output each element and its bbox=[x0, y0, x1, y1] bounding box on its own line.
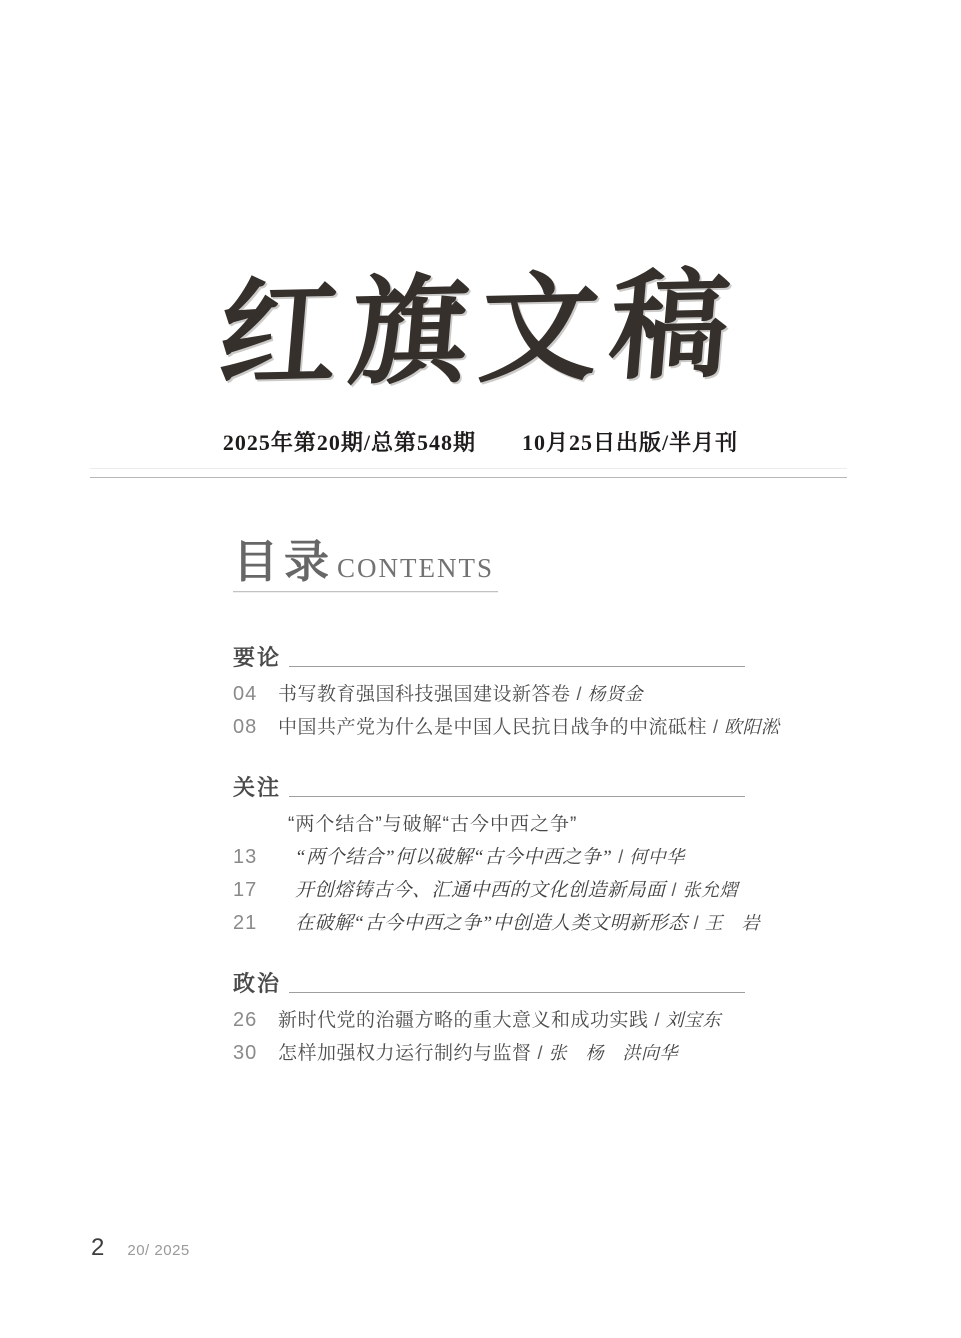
toc-entry-title: “两个结合”何以破解“古今中西之争” bbox=[295, 847, 613, 868]
toc-entry-title: 中国共产党为什么是中国人民抗日战争的中流砥柱 bbox=[278, 717, 708, 738]
toc-entry-title: 书写教育强国科技强国建设新答卷 bbox=[278, 684, 571, 705]
section-title: 要论 bbox=[233, 645, 282, 670]
toc-entry-authors: 张 杨 洪向华 bbox=[548, 1043, 679, 1063]
toc-entry-authors: 张允熠 bbox=[682, 880, 739, 900]
toc-entry-title: 开创熔铸古今、汇通中西的文化创造新局面 bbox=[295, 880, 666, 901]
toc-entry bbox=[233, 1038, 745, 1071]
toc-entry-title: 新时代党的治疆方略的重大意义和成功实践 bbox=[278, 1010, 649, 1031]
toc-entry-separator: / bbox=[671, 880, 677, 900]
toc-entry bbox=[233, 875, 745, 908]
section-title: 关注 bbox=[233, 775, 282, 800]
table-of-contents bbox=[233, 536, 780, 1071]
toc-entry-authors: 王 岩 bbox=[704, 913, 761, 933]
footer-issue-label: 20/ 2025 bbox=[127, 1242, 190, 1259]
contents-heading bbox=[233, 538, 498, 592]
section-header bbox=[233, 645, 745, 670]
section-header bbox=[233, 971, 745, 996]
toc-entry-page-number: 08 bbox=[233, 716, 258, 738]
toc-section bbox=[233, 971, 745, 1071]
toc-entry bbox=[233, 1005, 745, 1038]
toc-entry-separator: / bbox=[576, 684, 582, 704]
masthead bbox=[0, 252, 961, 412]
contents-heading-cn: 目录 bbox=[233, 536, 336, 587]
toc-entry bbox=[233, 842, 745, 875]
toc-section bbox=[233, 775, 761, 941]
toc-entry-page-number: 26 bbox=[233, 1009, 258, 1031]
magazine-logo-calligraphy: 红旗文稿 bbox=[214, 260, 747, 403]
toc-entry-separator: / bbox=[693, 913, 699, 933]
toc-entry-separator: / bbox=[713, 717, 719, 737]
toc-entry-separator: / bbox=[618, 847, 624, 867]
toc-entry-separator: / bbox=[654, 1010, 660, 1030]
toc-sections bbox=[233, 645, 780, 1071]
publish-date-text: 10月25日出版/半月刊 bbox=[522, 430, 739, 455]
toc-entry-page-number: 13 bbox=[233, 846, 258, 868]
contents-heading-en: CONTENTS bbox=[337, 553, 495, 583]
toc-entry-title: 在破解“古今中西之争”中创造人类文明新形态 bbox=[295, 913, 688, 934]
toc-entry-page-number: 30 bbox=[233, 1042, 258, 1064]
footer-page-number: 2 bbox=[91, 1234, 105, 1261]
toc-entry-separator: / bbox=[537, 1043, 543, 1063]
section-rule-line bbox=[289, 666, 745, 667]
toc-entry-authors: 欧阳淞 bbox=[724, 717, 780, 737]
toc-entry-title: 怎样加强权力运行制约与监督 bbox=[278, 1043, 532, 1064]
section-subtitle: “两个结合”与破解“古今中西之争” bbox=[288, 814, 578, 835]
section-header bbox=[233, 775, 745, 800]
header-divider-light bbox=[90, 468, 847, 469]
toc-entry-authors: 杨贤金 bbox=[587, 684, 644, 704]
section-rule-line bbox=[289, 992, 745, 993]
toc-entry-authors: 何中华 bbox=[629, 847, 685, 867]
page-footer bbox=[91, 1234, 190, 1262]
issue-info-line bbox=[0, 426, 961, 457]
issue-number-text: 2025年第20期/总第548期 bbox=[222, 430, 476, 455]
toc-entry-authors: 刘宝东 bbox=[665, 1010, 722, 1030]
toc-entry bbox=[233, 679, 745, 712]
toc-entry bbox=[233, 908, 761, 941]
toc-entry bbox=[233, 712, 780, 745]
toc-section bbox=[233, 645, 780, 745]
section-subtitle-row bbox=[233, 809, 745, 842]
toc-entry-page-number: 17 bbox=[233, 879, 258, 901]
toc-entry-page-number: 04 bbox=[233, 683, 258, 705]
section-rule-line bbox=[289, 796, 745, 797]
header-divider bbox=[90, 477, 847, 478]
section-title: 政治 bbox=[233, 971, 282, 996]
toc-entry-page-number: 21 bbox=[233, 912, 258, 934]
